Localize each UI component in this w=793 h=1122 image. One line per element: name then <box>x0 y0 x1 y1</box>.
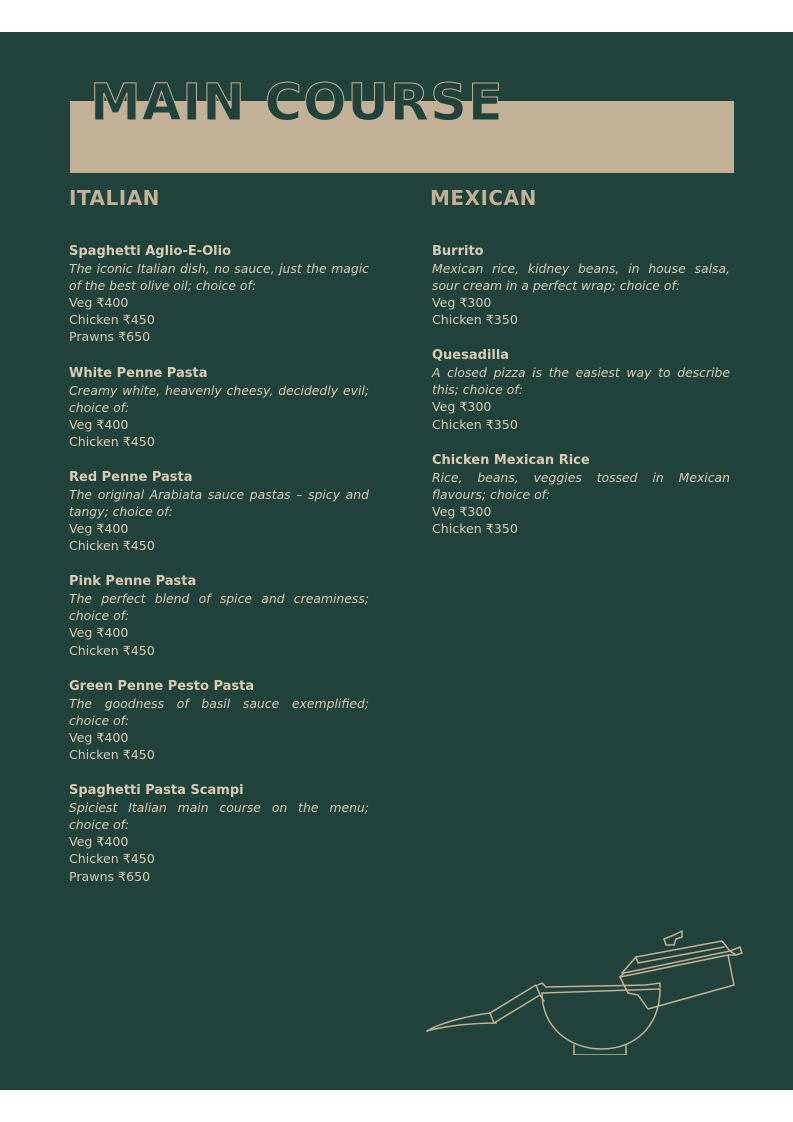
dish-name: Burrito <box>432 244 484 259</box>
menu-item <box>430 347 730 432</box>
price-chicken: Chicken ₹350 <box>432 312 518 328</box>
price-veg: Veg ₹400 <box>69 416 129 432</box>
price-veg: Veg ₹300 <box>432 503 492 519</box>
menu-item <box>69 365 369 450</box>
dish-name: Green Penne Pesto Pasta <box>69 678 255 694</box>
price-prawns: Prawns ₹650 <box>69 329 151 345</box>
price-chicken: Chicken ₹450 <box>69 538 155 554</box>
dish-name: Chicken Mexican Rice <box>432 452 590 468</box>
section-heading-italian: ITALIAN <box>69 186 160 210</box>
menu-item <box>430 452 730 537</box>
dish-description: The goodness of basil sauce exemplified; choice of: <box>69 695 369 728</box>
dish-description: The original Arabiata sauce pastas – spicy and tangy; choice of: <box>69 487 369 520</box>
italian-column <box>69 185 369 904</box>
menu-item <box>69 782 369 885</box>
cookware-pan-pot-icon <box>424 927 744 1055</box>
price-veg: Veg ₹300 <box>432 399 492 415</box>
dish-name: Spaghetti Aglio-E-Olio <box>69 244 232 259</box>
menu-item <box>69 243 369 346</box>
price-chicken: Chicken ₹450 <box>69 433 155 449</box>
menu-item <box>69 573 369 658</box>
dish-name: White Penne Pasta <box>69 365 208 381</box>
dish-description: The perfect blend of spice and creaminess; choice of: <box>69 591 369 624</box>
price-chicken: Chicken ₹450 <box>69 851 155 867</box>
price-veg: Veg ₹400 <box>69 834 129 850</box>
price-prawns: Prawns ₹650 <box>69 868 151 884</box>
dish-description: The iconic Italian dish, no sauce, just the magic of the best olive oil; choice of: <box>69 261 369 293</box>
menu-item <box>69 469 369 554</box>
dish-description: Creamy white, heavenly cheesy, decidedly evil; choice of: <box>69 382 369 415</box>
section-heading-mexican: MEXICAN <box>430 186 537 210</box>
menu-item <box>69 678 369 763</box>
dish-description: Spiciest Italian main course on the menu; choice of: <box>69 800 369 833</box>
dish-description: A closed pizza is the easiest way to describe this; choice of: <box>432 365 730 398</box>
dish-name: Red Penne Pasta <box>69 470 193 486</box>
dish-description: Mexican rice, kidney beans, in house salsa, sour cream in a perfect wrap; choice of: <box>432 261 730 293</box>
price-veg: Veg ₹400 <box>69 295 129 310</box>
price-veg: Veg ₹300 <box>432 295 492 310</box>
dish-name: Quesadilla <box>432 348 510 364</box>
dish-description: Rice, beans, veggies tossed in Mexican flavours; choice of: <box>432 469 730 502</box>
price-veg: Veg ₹400 <box>69 521 129 537</box>
price-chicken: Chicken ₹450 <box>69 312 155 328</box>
price-chicken: Chicken ₹350 <box>432 416 518 432</box>
menu-item <box>430 243 730 328</box>
price-chicken: Chicken ₹450 <box>69 747 155 763</box>
dish-name: Pink Penne Pasta <box>69 574 197 590</box>
page-title: MAIN COURSE <box>90 74 504 133</box>
price-veg: Veg ₹400 <box>69 625 129 641</box>
dish-name: Spaghetti Pasta Scampi <box>69 783 244 799</box>
price-veg: Veg ₹400 <box>69 729 129 745</box>
menu-page <box>0 32 793 1090</box>
mexican-column <box>430 185 730 556</box>
price-chicken: Chicken ₹350 <box>432 521 518 537</box>
price-chicken: Chicken ₹450 <box>69 642 155 658</box>
